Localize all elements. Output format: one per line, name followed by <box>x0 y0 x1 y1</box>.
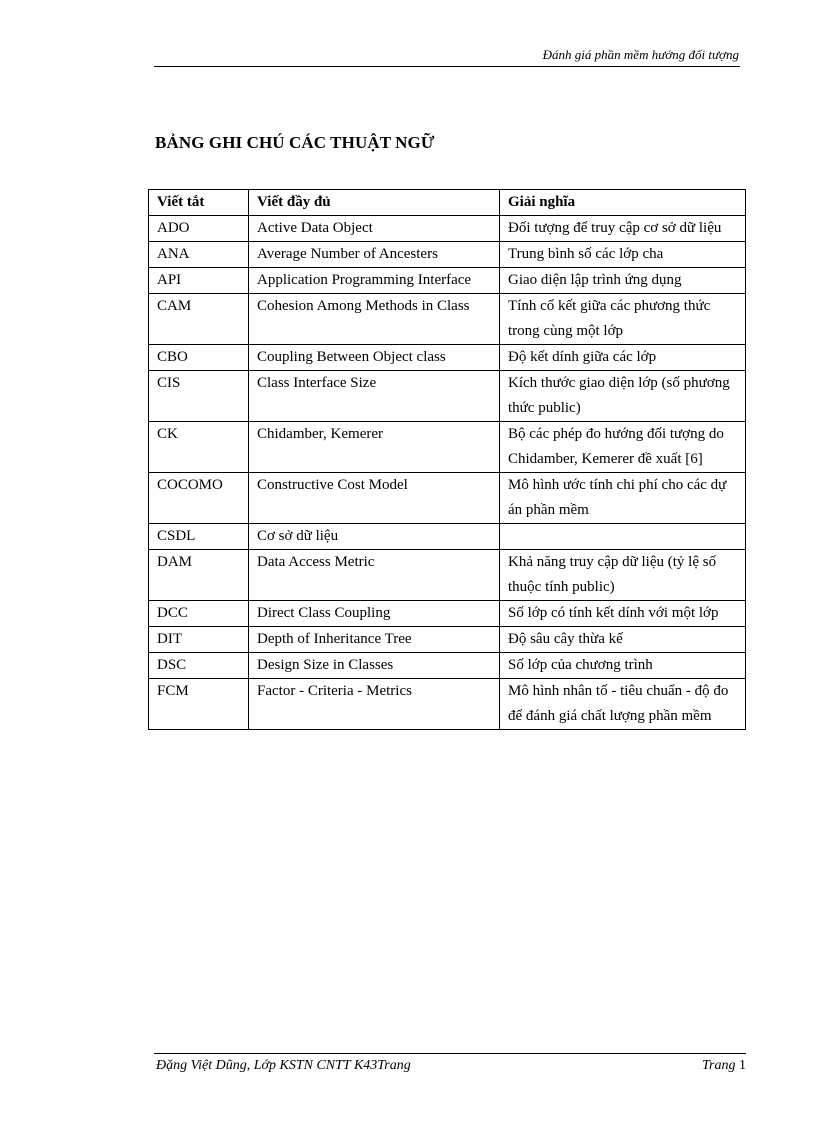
footer-divider <box>154 1053 746 1054</box>
abbreviation-cell: ADO <box>149 216 249 242</box>
full-name-cell: Data Access Metric <box>249 550 500 601</box>
full-name-cell: Design Size in Classes <box>249 653 500 679</box>
page-title: BẢNG GHI CHÚ CÁC THUẬT NGỮ <box>155 133 435 152</box>
table-header-row <box>149 190 746 216</box>
abbreviation-cell: ANA <box>149 242 249 268</box>
table-row <box>149 601 746 627</box>
table-row <box>149 653 746 679</box>
abbreviation-cell: FCM <box>149 679 249 730</box>
full-name-cell: Application Programming Interface <box>249 268 500 294</box>
full-name-cell: Coupling Between Object class <box>249 345 500 371</box>
full-name-cell: Constructive Cost Model <box>249 473 500 524</box>
abbreviation-cell: CSDL <box>149 524 249 550</box>
abbreviation-cell: API <box>149 268 249 294</box>
meaning-cell: Bộ các phép đo hướng đối tượng do Chidamber, Kemerer đề xuất [6] <box>500 422 746 473</box>
table-row <box>149 345 746 371</box>
full-name-cell: Average Number of Ancesters <box>249 242 500 268</box>
abbreviation-cell: CIS <box>149 371 249 422</box>
full-name-cell: Factor - Criteria - Metrics <box>249 679 500 730</box>
table-row <box>149 422 746 473</box>
meaning-cell: Đối tượng để truy cập cơ sở dữ liệu <box>500 216 746 242</box>
abbreviation-cell: DSC <box>149 653 249 679</box>
table-row <box>149 627 746 653</box>
table-row <box>149 550 746 601</box>
meaning-cell: Độ sâu cây thừa kế <box>500 627 746 653</box>
full-name-cell: Cohesion Among Methods in Class <box>249 294 500 345</box>
table-row <box>149 679 746 730</box>
header-divider <box>154 66 740 67</box>
full-name-cell: Cơ sở dữ liệu <box>249 524 500 550</box>
meaning-cell: Tính cố kết giữa các phương thức trong cùng một lớp <box>500 294 746 345</box>
meaning-cell <box>500 524 746 550</box>
footer-page <box>702 1058 746 1074</box>
table-body <box>149 216 746 730</box>
table-row <box>149 473 746 524</box>
meaning-cell: Giao diện lập trình ứng dụng <box>500 268 746 294</box>
table-row <box>149 294 746 345</box>
glossary-table <box>148 189 746 730</box>
full-name-cell: Chidamber, Kemerer <box>249 422 500 473</box>
full-name-cell: Direct Class Coupling <box>249 601 500 627</box>
meaning-cell: Số lớp có tính kết dính với một lớp <box>500 601 746 627</box>
page-number: 1 <box>739 1058 746 1073</box>
table-row <box>149 216 746 242</box>
meaning-cell: Kích thước giao diện lớp (số phương thức public) <box>500 371 746 422</box>
abbreviation-cell: CAM <box>149 294 249 345</box>
table-row <box>149 524 746 550</box>
meaning-cell: Độ kết dính giữa các lớp <box>500 345 746 371</box>
column-header-meaning: Giải nghĩa <box>500 190 746 216</box>
column-header-full-name: Viết đầy đủ <box>249 190 500 216</box>
footer-author: Đặng Việt Dũng, Lớp KSTN CNTT K43Trang <box>156 1058 411 1073</box>
abbreviation-cell: DCC <box>149 601 249 627</box>
full-name-cell: Class Interface Size <box>249 371 500 422</box>
abbreviation-cell: CBO <box>149 345 249 371</box>
meaning-cell: Mô hình nhân tố - tiêu chuẩn - độ đo để đánh giá chất lượng phần mềm <box>500 679 746 730</box>
meaning-cell: Mô hình ước tính chi phí cho các dự án phần mềm <box>500 473 746 524</box>
full-name-cell: Active Data Object <box>249 216 500 242</box>
abbreviation-cell: DAM <box>149 550 249 601</box>
page-label: Trang <box>702 1058 736 1073</box>
running-header: Đánh giá phần mềm hướng đối tượng <box>542 47 739 62</box>
abbreviation-cell: CK <box>149 422 249 473</box>
meaning-cell: Trung bình số các lớp cha <box>500 242 746 268</box>
column-header-abbreviation: Viết tắt <box>149 190 249 216</box>
meaning-cell: Khả năng truy cập dữ liệu (tỷ lệ số thuộc tính public) <box>500 550 746 601</box>
table-row <box>149 268 746 294</box>
table-row <box>149 371 746 422</box>
full-name-cell: Depth of Inheritance Tree <box>249 627 500 653</box>
meaning-cell: Số lớp của chương trình <box>500 653 746 679</box>
abbreviation-cell: COCOMO <box>149 473 249 524</box>
abbreviation-cell: DIT <box>149 627 249 653</box>
table-row <box>149 242 746 268</box>
